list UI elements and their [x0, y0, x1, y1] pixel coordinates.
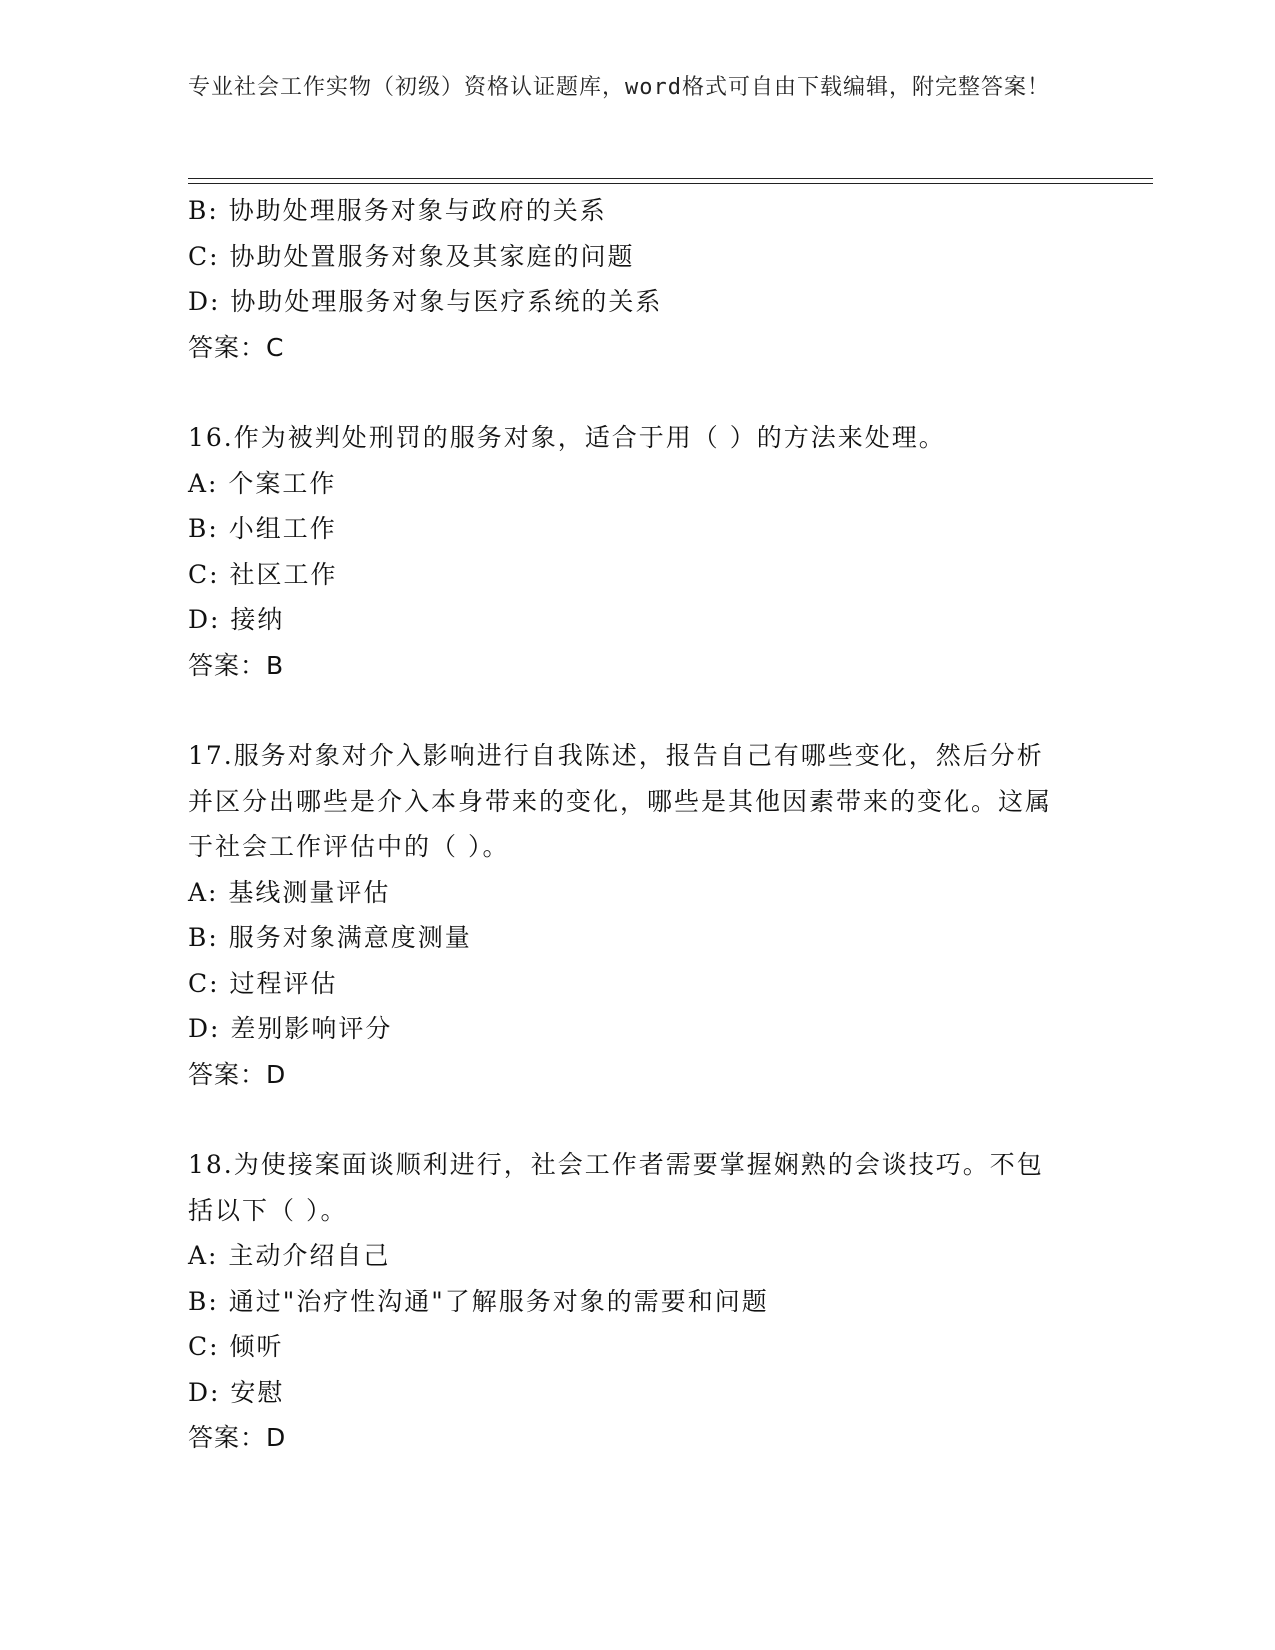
option-c: C: 社区工作: [188, 559, 338, 589]
option-b: B: 小组工作: [188, 514, 337, 543]
question-18: [188, 1142, 1088, 1461]
option-c: C: 过程评估: [188, 968, 338, 998]
option-d: D: 安慰: [188, 1377, 285, 1407]
option-a: A: 基线测量评估: [188, 877, 391, 907]
answer-line: 答案：D: [188, 1423, 287, 1452]
answer-line: 答案：D: [188, 1059, 287, 1089]
option-a: A: 主动介绍自己: [188, 1241, 391, 1270]
answer-line: 答案：C: [188, 332, 285, 362]
header-rule-bottom: [188, 183, 1153, 184]
option-d: D: 协助处理服务对象与医疗系统的关系: [188, 287, 663, 316]
page-header: 专业社会工作实物（初级）资格认证题库，word格式可自由下载编辑，附完整答案！: [188, 75, 1050, 100]
question-16: [188, 415, 1088, 688]
question-stem: 17.服务对象对介入影响进行自我陈述，报告自己有哪些变化，然后分析并区分出哪些是介入本身带来的变化，哪些是其他因素带来的变化。这属于社会工作评估中的（ ）。: [188, 741, 1053, 861]
question-17: [188, 733, 1088, 1097]
option-a: A: 个案工作: [188, 468, 337, 498]
option-c: C: 倾听: [188, 1332, 284, 1361]
option-b: B: 通过"治疗性沟通"了解服务对象的需要和问题: [188, 1286, 769, 1316]
question-stem: 16.作为被判处刑罚的服务对象，适合于用（ ）的方法来处理。: [188, 423, 946, 452]
option-d: D: 差别影响评分: [188, 1014, 393, 1043]
question-content: [188, 188, 1088, 1461]
option-c: C: 协助处置服务对象及其家庭的问题: [188, 241, 635, 271]
option-d: D: 接纳: [188, 605, 285, 634]
question-stem: 18.为使接案面谈顺利进行，社会工作者需要掌握娴熟的会谈技巧。不包括以下（ ）。: [188, 1150, 1044, 1225]
previous-question-tail: [188, 188, 1088, 370]
option-b: B: 服务对象满意度测量: [188, 923, 472, 952]
option-b: B: 协助处理服务对象与政府的关系: [188, 196, 607, 225]
answer-line: 答案：B: [188, 650, 285, 680]
header-rule-top: [188, 178, 1153, 179]
